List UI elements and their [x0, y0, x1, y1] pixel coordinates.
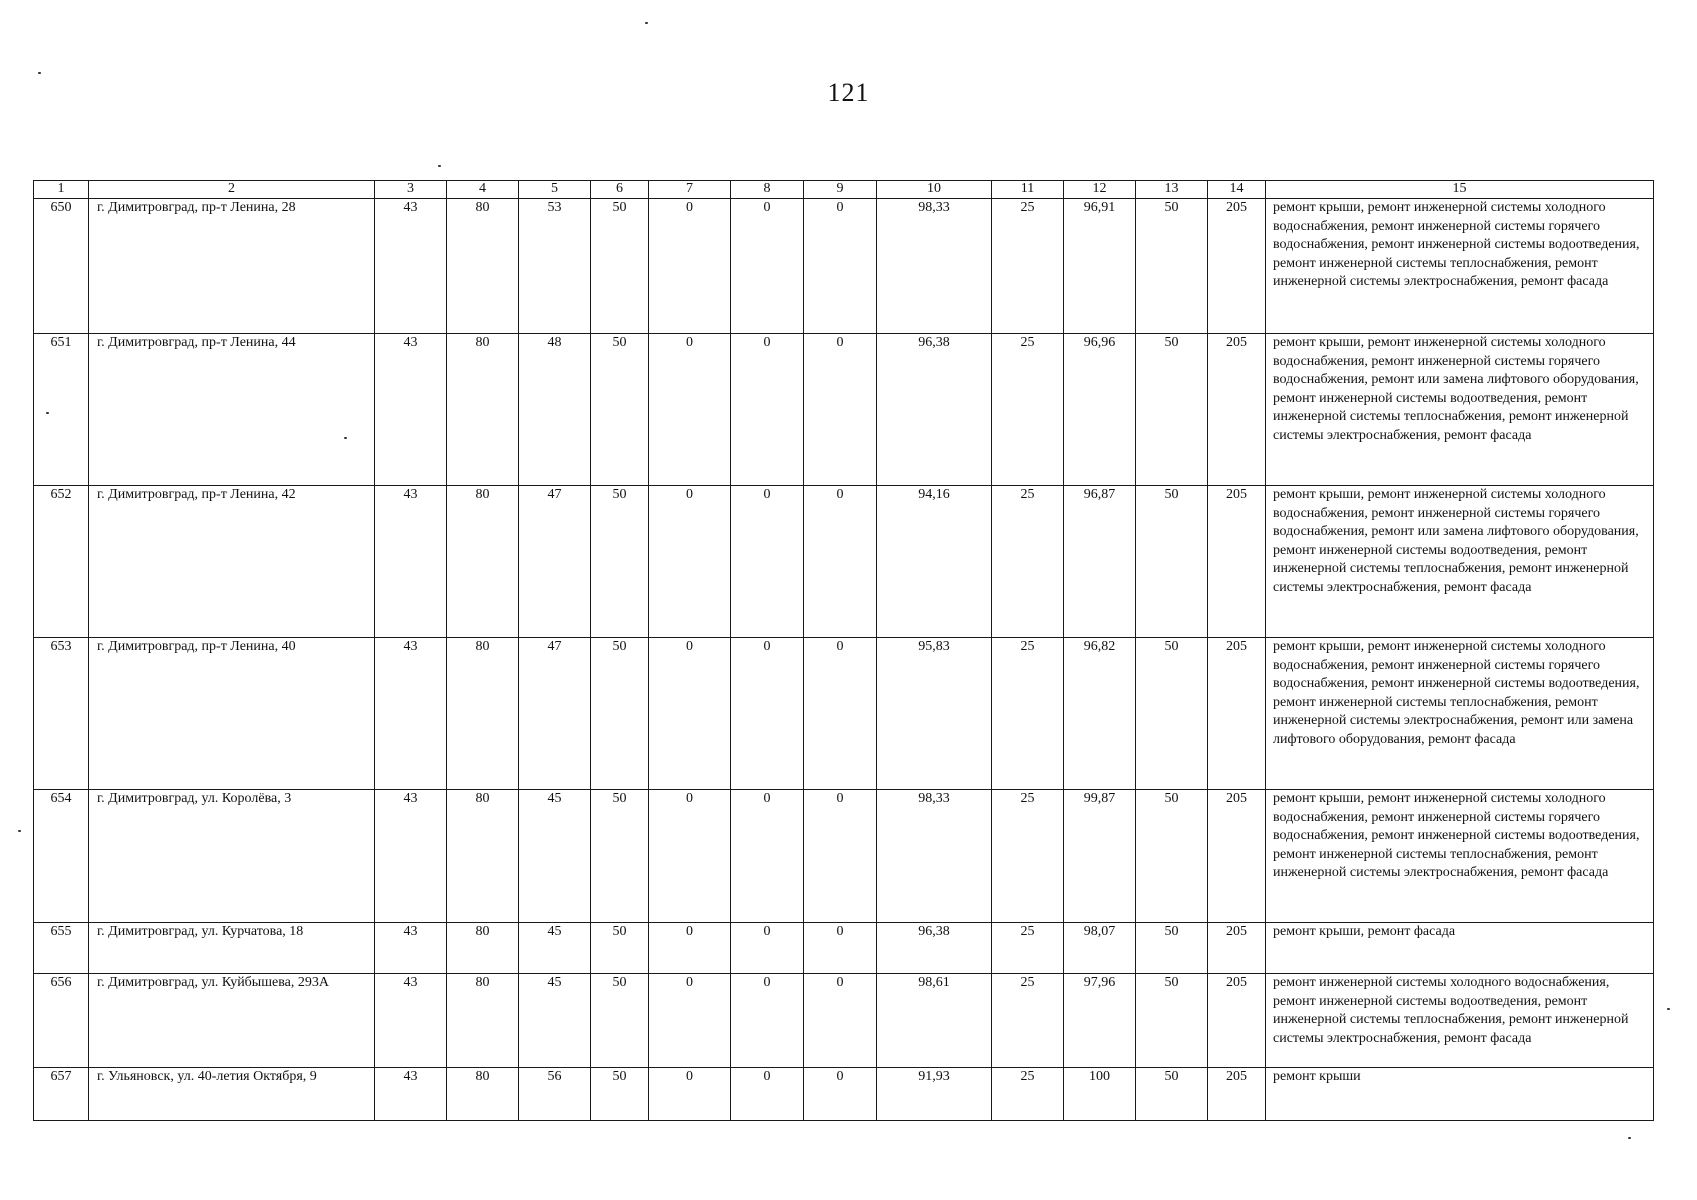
table-cell: 25 [992, 790, 1064, 923]
column-header: 6 [591, 181, 649, 199]
table-cell: 43 [375, 334, 447, 486]
table-cell: 43 [375, 638, 447, 790]
table-cell: 56 [519, 1068, 591, 1121]
table-cell: 0 [731, 334, 804, 486]
table-cell: 50 [591, 486, 649, 638]
table-cell: 98,07 [1064, 923, 1136, 974]
table-cell: 25 [992, 638, 1064, 790]
address-cell: г. Димитровград, пр-т Ленина, 44 [89, 334, 375, 486]
table-cell: 43 [375, 923, 447, 974]
repair-works-cell: ремонт крыши, ремонт фасада [1266, 923, 1654, 974]
scan-speck [645, 22, 648, 24]
table-cell: 80 [447, 923, 519, 974]
table-cell: 47 [519, 486, 591, 638]
table-cell: 0 [649, 1068, 731, 1121]
table-cell: 80 [447, 638, 519, 790]
table-cell: 50 [1136, 638, 1208, 790]
column-number-row [34, 181, 1654, 199]
table-cell: 0 [731, 923, 804, 974]
table-cell: 25 [992, 923, 1064, 974]
table-row [34, 199, 1654, 334]
address-cell: г. Димитровград, ул. Королёва, 3 [89, 790, 375, 923]
table-cell: 50 [1136, 199, 1208, 334]
column-header: 13 [1136, 181, 1208, 199]
table-cell: 50 [1136, 923, 1208, 974]
scan-speck [1628, 1137, 1631, 1139]
table-cell: 50 [1136, 1068, 1208, 1121]
address-cell: г. Димитровград, ул. Куйбышева, 293А [89, 974, 375, 1068]
table-row [34, 790, 1654, 923]
table-cell: 0 [731, 1068, 804, 1121]
table-cell: 80 [447, 790, 519, 923]
table-cell: 205 [1208, 199, 1266, 334]
table-cell: 50 [591, 638, 649, 790]
table-cell: 0 [804, 638, 877, 790]
address-cell: г. Димитровград, пр-т Ленина, 40 [89, 638, 375, 790]
table-cell: 96,96 [1064, 334, 1136, 486]
table-cell: 0 [804, 974, 877, 1068]
row-number-cell: 653 [34, 638, 89, 790]
table-cell: 0 [804, 790, 877, 923]
table-cell: 96,38 [877, 923, 992, 974]
table-row [34, 923, 1654, 974]
table-cell: 98,33 [877, 790, 992, 923]
column-header: 11 [992, 181, 1064, 199]
table-row [34, 334, 1654, 486]
table-cell: 80 [447, 486, 519, 638]
table-cell: 205 [1208, 334, 1266, 486]
table-cell: 205 [1208, 974, 1266, 1068]
table-cell: 50 [591, 1068, 649, 1121]
scan-speck [38, 72, 41, 74]
column-header: 10 [877, 181, 992, 199]
table-cell: 0 [804, 199, 877, 334]
scan-speck [438, 165, 441, 167]
table-cell: 96,91 [1064, 199, 1136, 334]
address-cell: г. Ульяновск, ул. 40-летия Октября, 9 [89, 1068, 375, 1121]
scan-speck [46, 412, 49, 414]
table-cell: 47 [519, 638, 591, 790]
table-cell: 50 [591, 923, 649, 974]
table-cell: 25 [992, 1068, 1064, 1121]
table-cell: 95,83 [877, 638, 992, 790]
table-cell: 94,16 [877, 486, 992, 638]
address-cell: г. Димитровград, ул. Курчатова, 18 [89, 923, 375, 974]
table-cell: 50 [1136, 974, 1208, 1068]
table-cell: 43 [375, 486, 447, 638]
table-cell: 50 [1136, 486, 1208, 638]
table-cell: 96,82 [1064, 638, 1136, 790]
table-cell: 0 [649, 486, 731, 638]
row-number-cell: 650 [34, 199, 89, 334]
address-cell: г. Димитровград, пр-т Ленина, 42 [89, 486, 375, 638]
repair-works-cell: ремонт крыши, ремонт инженерной системы холодного водоснабжения, ремонт инженерной системы горячего водоснабжения, ремонт инженерной системы водоотведения, ремонт инженерной системы теплоснабжения, ремонт инженерной системы электроснабжения, ремонт фасада [1266, 199, 1654, 334]
table-cell: 45 [519, 923, 591, 974]
table-cell: 50 [591, 334, 649, 486]
column-header: 5 [519, 181, 591, 199]
table-cell: 98,61 [877, 974, 992, 1068]
repair-works-cell: ремонт крыши, ремонт инженерной системы холодного водоснабжения, ремонт инженерной системы горячего водоснабжения, ремонт инженерной системы водоотведения, ремонт инженерной системы теплоснабжения, ремонт инженерной системы электроснабжения, ремонт или замена лифтового оборудования, ремонт фасада [1266, 638, 1654, 790]
table-cell: 91,93 [877, 1068, 992, 1121]
address-cell: г. Димитровград, пр-т Ленина, 28 [89, 199, 375, 334]
repair-works-cell: ремонт крыши, ремонт инженерной системы холодного водоснабжения, ремонт инженерной системы горячего водоснабжения, ремонт или замена лифтового оборудования, ремонт инженерной системы водоотведения, ремонт инженерной системы теплоснабжения, ремонт инженерной системы электроснабжения, ремонт фасада [1266, 334, 1654, 486]
column-header: 9 [804, 181, 877, 199]
table-cell: 43 [375, 790, 447, 923]
table-cell: 0 [731, 199, 804, 334]
row-number-cell: 652 [34, 486, 89, 638]
table-cell: 50 [591, 790, 649, 923]
scan-speck [18, 830, 21, 832]
row-number-cell: 654 [34, 790, 89, 923]
table-cell: 50 [591, 199, 649, 334]
page-number: 121 [827, 78, 870, 107]
table-cell: 99,87 [1064, 790, 1136, 923]
table-cell: 100 [1064, 1068, 1136, 1121]
table-cell: 45 [519, 974, 591, 1068]
table-cell: 0 [649, 974, 731, 1068]
column-header: 8 [731, 181, 804, 199]
table-cell: 0 [649, 923, 731, 974]
table-cell: 0 [731, 638, 804, 790]
table-cell: 0 [649, 334, 731, 486]
column-header: 3 [375, 181, 447, 199]
table-cell: 50 [1136, 790, 1208, 923]
table-cell: 25 [992, 486, 1064, 638]
table-cell: 205 [1208, 486, 1266, 638]
table-row [34, 1068, 1654, 1121]
table-cell: 25 [992, 974, 1064, 1068]
column-header: 12 [1064, 181, 1136, 199]
table-row [34, 486, 1654, 638]
table-cell: 205 [1208, 923, 1266, 974]
row-number-cell: 655 [34, 923, 89, 974]
capital-repair-table [33, 180, 1654, 1121]
table-cell: 96,87 [1064, 486, 1136, 638]
table-cell: 0 [804, 923, 877, 974]
column-header: 1 [34, 181, 89, 199]
table-cell: 80 [447, 974, 519, 1068]
table-cell: 43 [375, 974, 447, 1068]
column-header: 7 [649, 181, 731, 199]
table-cell: 0 [649, 790, 731, 923]
row-number-cell: 657 [34, 1068, 89, 1121]
table-cell: 0 [649, 199, 731, 334]
table-cell: 205 [1208, 1068, 1266, 1121]
table-cell: 96,38 [877, 334, 992, 486]
table-cell: 97,96 [1064, 974, 1136, 1068]
table-row [34, 638, 1654, 790]
table-cell: 43 [375, 1068, 447, 1121]
table-cell: 0 [649, 638, 731, 790]
table-cell: 0 [804, 334, 877, 486]
table-cell: 50 [591, 974, 649, 1068]
table-cell: 0 [731, 486, 804, 638]
table-cell: 45 [519, 790, 591, 923]
table-cell: 43 [375, 199, 447, 334]
table-row [34, 974, 1654, 1068]
row-number-cell: 651 [34, 334, 89, 486]
table-cell: 205 [1208, 638, 1266, 790]
row-number-cell: 656 [34, 974, 89, 1068]
table-cell: 80 [447, 1068, 519, 1121]
repair-works-cell: ремонт крыши, ремонт инженерной системы холодного водоснабжения, ремонт инженерной системы горячего водоснабжения, ремонт инженерной системы водоотведения, ремонт инженерной системы теплоснабжения, ремонт инженерной системы электроснабжения, ремонт фасада [1266, 790, 1654, 923]
table-cell: 50 [1136, 334, 1208, 486]
column-header: 2 [89, 181, 375, 199]
table-cell: 48 [519, 334, 591, 486]
scan-speck [344, 437, 347, 439]
repair-works-cell: ремонт инженерной системы холодного водоснабжения, ремонт инженерной системы водоотведения, ремонт инженерной системы теплоснабжения, ремонт инженерной системы электроснабжения, ремонт фасада [1266, 974, 1654, 1068]
repair-works-cell: ремонт крыши, ремонт инженерной системы холодного водоснабжения, ремонт инженерной системы горячего водоснабжения, ремонт или замена лифтового оборудования, ремонт инженерной системы водоотведения, ремонт инженерной системы теплоснабжения, ремонт инженерной системы электроснабжения, ремонт фасада [1266, 486, 1654, 638]
table-cell: 25 [992, 199, 1064, 334]
table-cell: 205 [1208, 790, 1266, 923]
table-cell: 53 [519, 199, 591, 334]
table-cell: 98,33 [877, 199, 992, 334]
table-cell: 0 [804, 1068, 877, 1121]
table-cell: 25 [992, 334, 1064, 486]
table-cell: 0 [731, 790, 804, 923]
table-cell: 80 [447, 334, 519, 486]
column-header: 4 [447, 181, 519, 199]
table-cell: 0 [804, 486, 877, 638]
scan-speck [1667, 1008, 1670, 1010]
table-cell: 0 [731, 974, 804, 1068]
repair-works-cell: ремонт крыши [1266, 1068, 1654, 1121]
column-header: 14 [1208, 181, 1266, 199]
table-cell: 80 [447, 199, 519, 334]
column-header: 15 [1266, 181, 1654, 199]
